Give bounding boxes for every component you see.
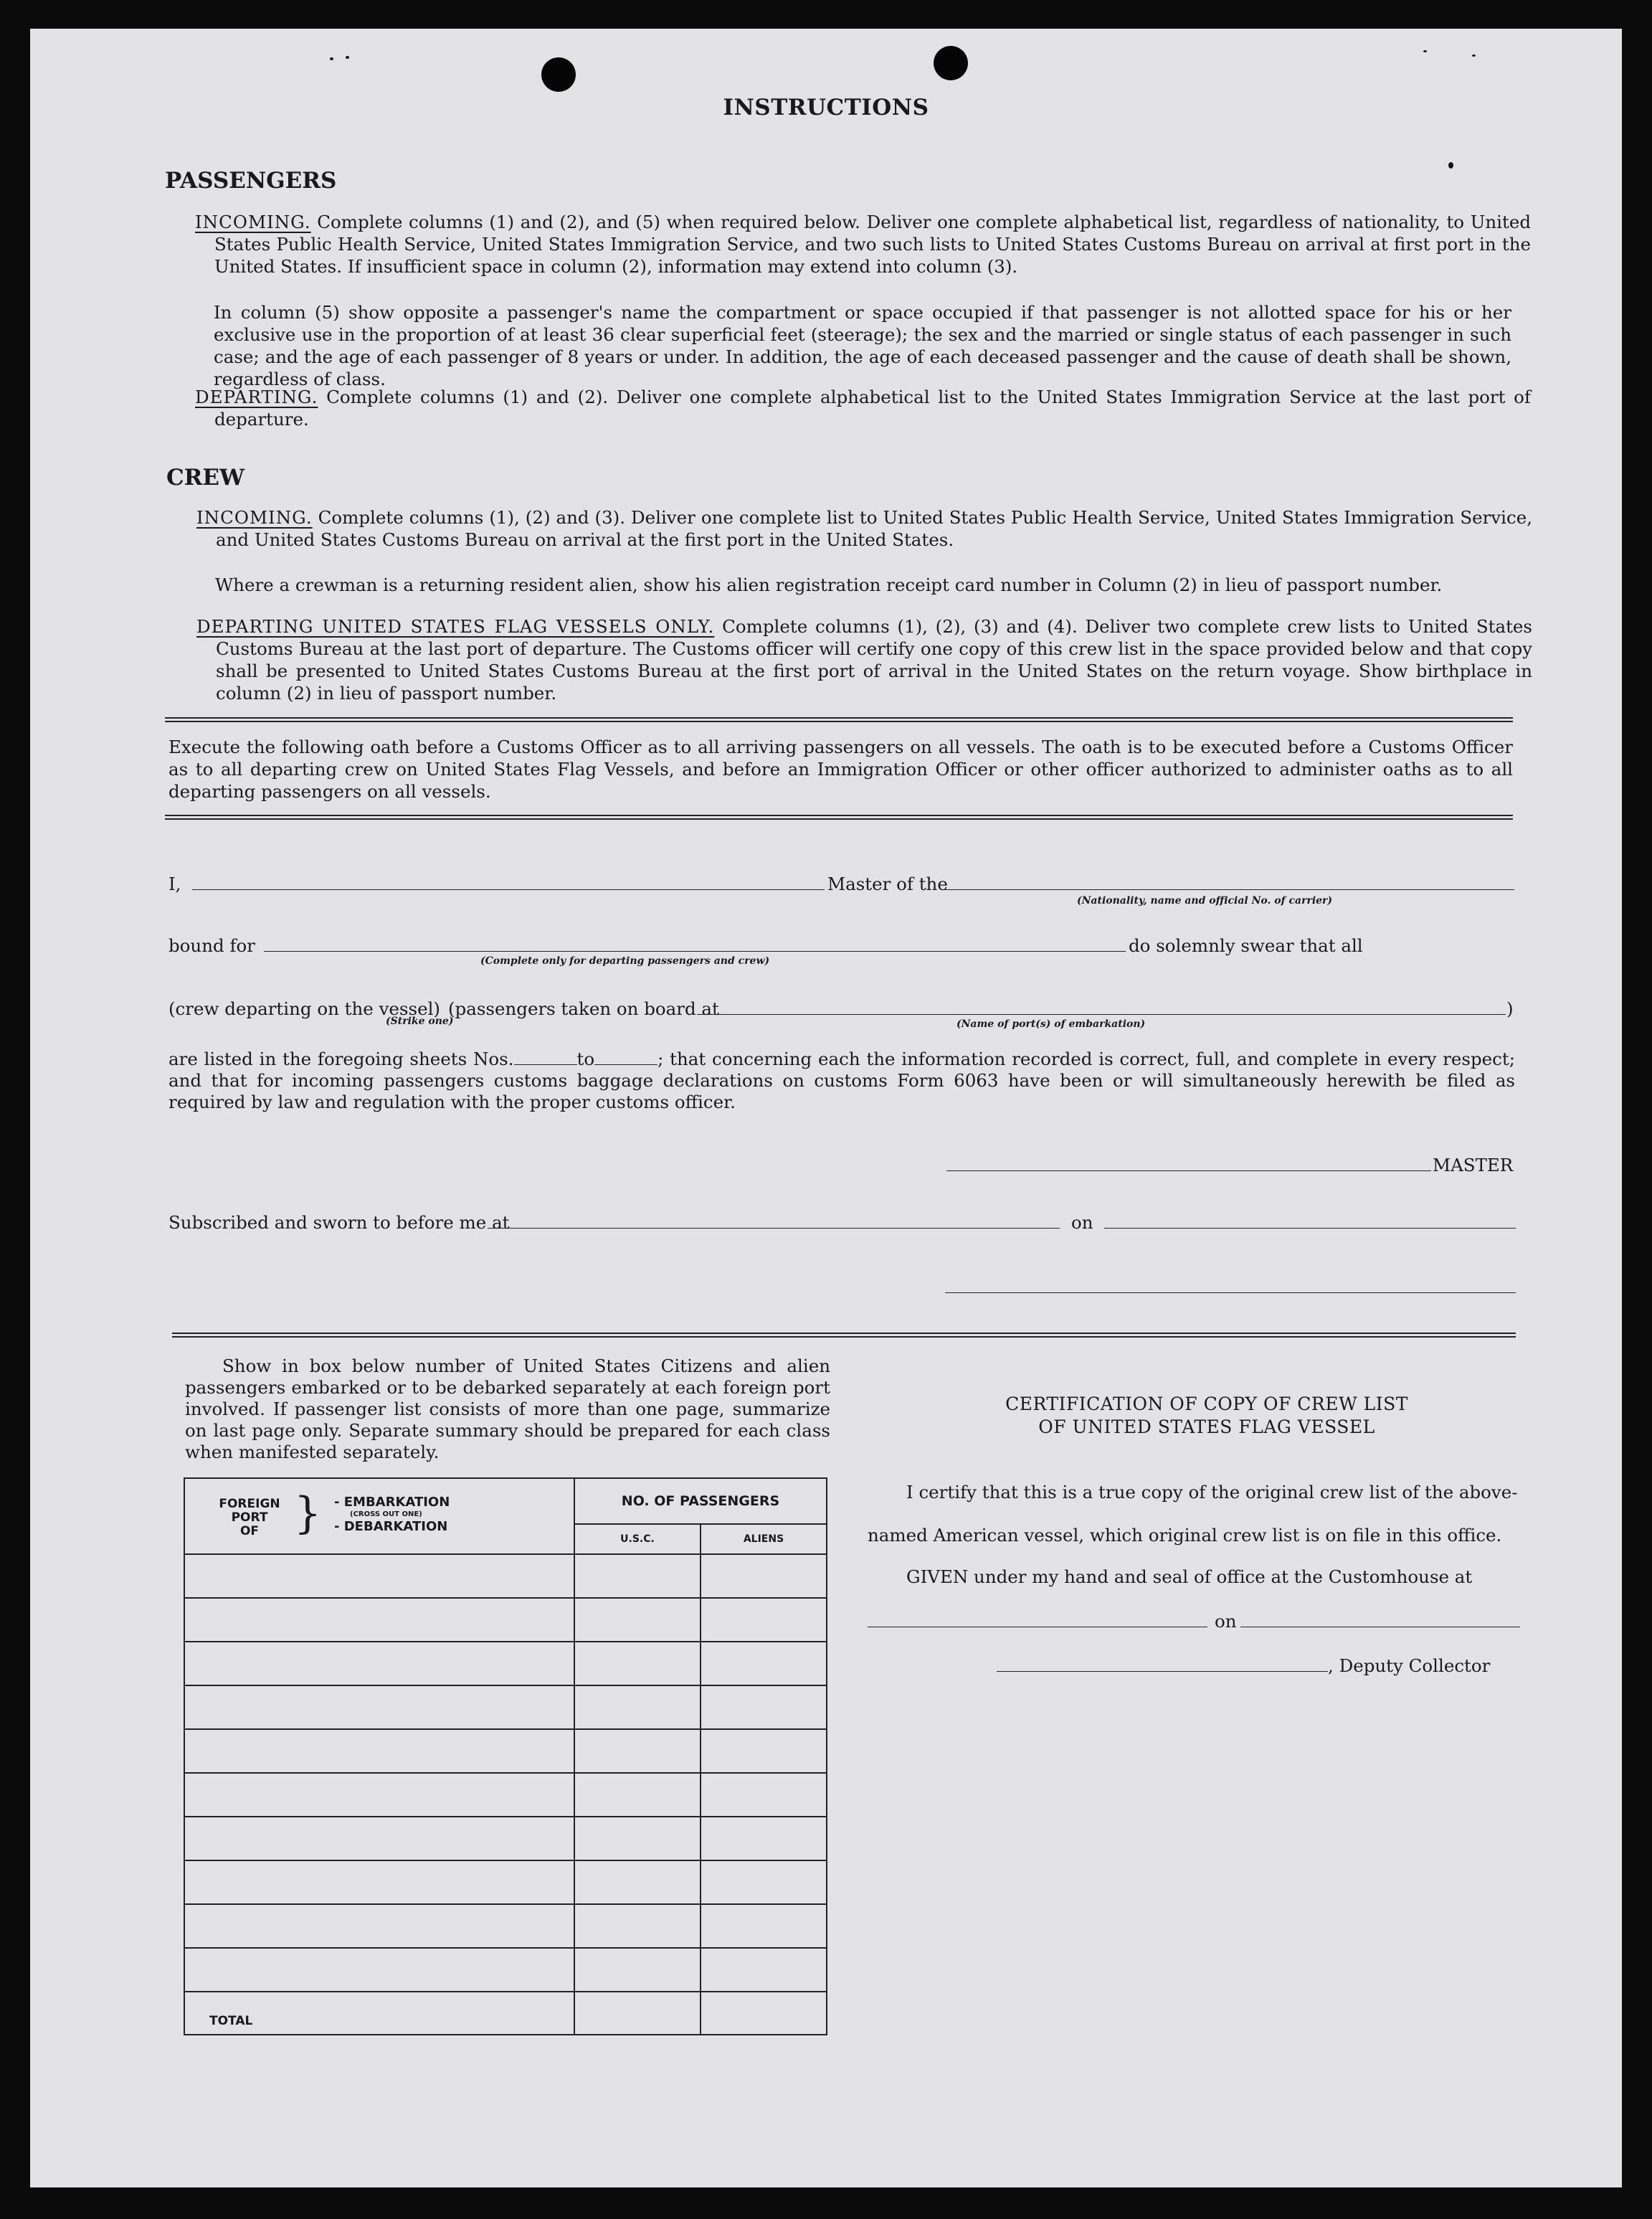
- crew-departing-text: Complete columns (1), (2), (3) and (4). Deliver two complete crew lists to United States Customs Bureau at the last port of departure. The Customs officer will certify one copy of this crew list in the space provided below and that copy shall be presented to United States Customs Bureau at the first port of arrival in the United States on the return voyage. Show birthplace in column (2) in lieu of passport number.: [216, 616, 1532, 704]
- crew-departing-option: (crew departing on the vessel): [168, 998, 440, 1019]
- passengers-incoming: [195, 211, 1531, 278]
- crew-incoming-label: INCOMING.: [196, 507, 313, 528]
- aliens-cell[interactable]: [701, 1817, 827, 1860]
- double-rule: [165, 717, 1513, 722]
- table-row: [184, 1729, 827, 1773]
- aliens-cell[interactable]: [701, 1860, 827, 1904]
- aliens-cell[interactable]: [701, 1773, 827, 1817]
- page-title: INSTRUCTIONS: [723, 95, 929, 120]
- crew-departing-label: DEPARTING UNITED STATES FLAG VESSELS ONLY.: [196, 616, 715, 637]
- crew-resident: Where a crewman is a returning resident alien, show his alien registration receipt card number in Column (2) in lieu of passport number.: [215, 574, 1443, 595]
- aliens-cell[interactable]: [701, 1685, 827, 1729]
- table-row: [184, 1685, 827, 1729]
- aliens-cell[interactable]: [701, 1904, 827, 1948]
- subscribed-date-line[interactable]: [1104, 1228, 1516, 1229]
- passengers-taken-option: (passengers taken on board at: [448, 998, 719, 1019]
- name-field-line[interactable]: [192, 889, 825, 890]
- crew-heading: CREW: [166, 465, 245, 491]
- master-label: MASTER: [1433, 1155, 1514, 1175]
- usc-cell[interactable]: [574, 1817, 701, 1860]
- debarkation-label: - DEBARKATION: [334, 1519, 448, 1534]
- ink-speck: [1472, 55, 1476, 57]
- certify-line2: named American vessel, which original crew list is on file in this office.: [868, 1525, 1502, 1546]
- total-usc-cell[interactable]: [574, 1992, 701, 2035]
- table-row: [184, 1817, 827, 1860]
- port-cell[interactable]: [184, 1948, 574, 1992]
- crew-departing: [196, 615, 1532, 704]
- sheet-from-field[interactable]: [514, 1064, 577, 1065]
- passengers-incoming-label: INCOMING.: [195, 212, 311, 232]
- passengers-departing-label: DEPARTING.: [195, 387, 318, 407]
- passengers-heading: PASSENGERS: [165, 168, 337, 194]
- aliens-cell[interactable]: [701, 1729, 827, 1773]
- certification-on-label: on: [1215, 1611, 1237, 1632]
- table-row: [184, 1904, 827, 1948]
- aliens-cell[interactable]: [701, 1642, 827, 1685]
- foreign-label: FOREIGN: [219, 1497, 280, 1511]
- subscribed-place-line[interactable]: [488, 1228, 1060, 1229]
- double-rule: [165, 815, 1513, 820]
- no-passengers-header: NO. OF PASSENGERS: [574, 1478, 827, 1524]
- usc-cell[interactable]: [574, 1554, 701, 1598]
- header-foreign-port: [184, 1478, 574, 1554]
- passenger-summary-table: [184, 1477, 827, 2035]
- certify-line1: I certify that this is a true copy of the original crew list of the above-: [906, 1482, 1518, 1503]
- usc-cell[interactable]: [574, 1948, 701, 1992]
- table-row: [184, 1860, 827, 1904]
- aliens-cell[interactable]: [701, 1554, 827, 1598]
- given-text: GIVEN under my hand and seal of office at the Customhouse at: [906, 1566, 1473, 1587]
- usc-cell[interactable]: [574, 1685, 701, 1729]
- ports-field-line[interactable]: [697, 1014, 1506, 1015]
- bound-for-hint: (Complete only for departing passengers and crew): [480, 955, 770, 967]
- table-row: [184, 1642, 827, 1685]
- deputy-collector-label: , Deputy Collector: [1328, 1655, 1491, 1676]
- officer-signature-line[interactable]: [945, 1292, 1516, 1293]
- subscribed-on-label: on: [1071, 1212, 1093, 1233]
- punch-hole-left: [541, 57, 576, 92]
- listed-prefix: are listed in the foregoing sheets Nos.: [168, 1049, 514, 1069]
- usc-cell[interactable]: [574, 1773, 701, 1817]
- port-label: PORT: [231, 1510, 268, 1525]
- punch-hole-right: [934, 46, 968, 80]
- close-paren: ): [1506, 998, 1514, 1019]
- aliens-cell[interactable]: [701, 1598, 827, 1642]
- table-row: [184, 1773, 827, 1817]
- carrier-hint: (Nationality, name and official No. of carrier): [1077, 895, 1333, 907]
- total-aliens-cell[interactable]: [701, 1992, 827, 2035]
- certification-heading: [868, 1393, 1546, 1439]
- port-cell[interactable]: [184, 1773, 574, 1817]
- strike-hint: (Strike one): [386, 1016, 454, 1027]
- ink-speck: [1423, 50, 1427, 52]
- usc-cell[interactable]: [574, 1904, 701, 1948]
- table-row: [184, 1598, 827, 1642]
- passengers-departing: [195, 386, 1531, 430]
- table-row: [184, 1948, 827, 1992]
- double-rule: [172, 1333, 1516, 1338]
- crew-incoming: [196, 506, 1532, 551]
- port-cell[interactable]: [184, 1729, 574, 1773]
- port-cell[interactable]: [184, 1860, 574, 1904]
- usc-cell[interactable]: [574, 1642, 701, 1685]
- usc-cell[interactable]: [574, 1860, 701, 1904]
- passengers-column5: In column (5) show opposite a passenger's name the compartment or space occupied if that passenger is not allotted space for his or her exclusive use in the proportion of at least 36 clear superficial feet (steerage); the sex and the married or single status of each passenger in such case; and the age of each passenger of 8 years or under. In addition, the age of each deceased passenger and the cause of death shall be shown, regardless of class.: [214, 302, 1511, 389]
- swear-label: do solemnly swear that all: [1129, 935, 1363, 956]
- ink-speck: [346, 56, 349, 59]
- oath-i-label: I,: [168, 874, 181, 894]
- port-cell[interactable]: [184, 1904, 574, 1948]
- crew-incoming-text: Complete columns (1), (2) and (3). Deliver one complete list to United States Public Health Service, United States Immigration Service, and United States Customs Bureau on arrival at the first port in the United States.: [216, 507, 1532, 550]
- port-cell[interactable]: [184, 1598, 574, 1642]
- passengers-incoming-text: Complete columns (1) and (2), and (5) when required below. Deliver one complete alphabetical list, regardless of nationality, to United States Public Health Service, United States Immigration Service, and two such lists to United States Customs Bureau on arrival at first port in the United States. If insufficient space in column (2), information may extend into column (3).: [214, 212, 1531, 277]
- brace-icon: }: [294, 1488, 322, 1538]
- carrier-field-line[interactable]: [942, 889, 1514, 890]
- port-cell[interactable]: [184, 1817, 574, 1860]
- port-cell[interactable]: [184, 1554, 574, 1598]
- port-cell[interactable]: [184, 1685, 574, 1729]
- bound-for-label: bound for: [168, 935, 255, 956]
- aliens-header: ALIENS: [701, 1524, 827, 1554]
- passengers-departing-text: Complete columns (1) and (2). Deliver one complete alphabetical list to the United States Immigration Service at the last port of departure.: [214, 387, 1531, 430]
- deputy-signature-line[interactable]: [997, 1671, 1328, 1672]
- embarkation-label: - EMBARKATION: [334, 1495, 450, 1510]
- cross-out-label: (CROSS OUT ONE): [350, 1510, 422, 1518]
- certification-heading-line1: CERTIFICATION OF COPY OF CREW LIST: [1005, 1394, 1408, 1414]
- to-label: to: [576, 1049, 595, 1069]
- usc-cell[interactable]: [574, 1729, 701, 1773]
- table-row: [184, 1554, 827, 1598]
- listed-paragraph: [168, 1049, 1515, 1113]
- bound-for-field-line[interactable]: [264, 951, 1126, 952]
- ink-speck: [1448, 162, 1453, 169]
- aliens-cell[interactable]: [701, 1948, 827, 1992]
- summary-instruction: Show in box below number of United States Citizens and alien passengers embarked or to be debarked separately at each foreign port involved. If passenger list consists of more than one page, summarize on last page only. Separate summary should be prepared for each class when manifested separately.: [185, 1355, 830, 1462]
- listed-text: ; that concerning each the information recorded is correct, full, and complete in every respect; and that for incoming passengers customs baggage declarations on customs Form 6063 have been or will simultaneously herewith be filed as required by law and regulation with the proper customs officer.: [168, 1049, 1515, 1112]
- master-signature-line[interactable]: [946, 1170, 1431, 1171]
- document-page: [30, 29, 1622, 2187]
- oath-instruction: Execute the following oath before a Customs Officer as to all arriving passengers on all vessels. The oath is to be executed before a Customs Officer as to all departing crew on United States Flag Vessels, and before an Immigration Officer or other officer authorized to administer oaths as to all departing passengers on all vessels.: [168, 737, 1513, 802]
- ports-hint: (Name of port(s) of embarkation): [956, 1018, 1146, 1030]
- ink-speck: [330, 57, 333, 60]
- port-cell[interactable]: [184, 1642, 574, 1685]
- usc-header: U.S.C.: [574, 1524, 701, 1554]
- master-of-label: Master of the: [827, 874, 948, 894]
- subscribed-label: Subscribed and sworn to before me at: [168, 1212, 510, 1233]
- of-label: OF: [239, 1524, 260, 1538]
- total-label: TOTAL: [184, 1992, 574, 2035]
- usc-cell[interactable]: [574, 1598, 701, 1642]
- sheet-to-field[interactable]: [594, 1064, 658, 1065]
- certification-heading-line2: OF UNITED STATES FLAG VESSEL: [1038, 1416, 1375, 1437]
